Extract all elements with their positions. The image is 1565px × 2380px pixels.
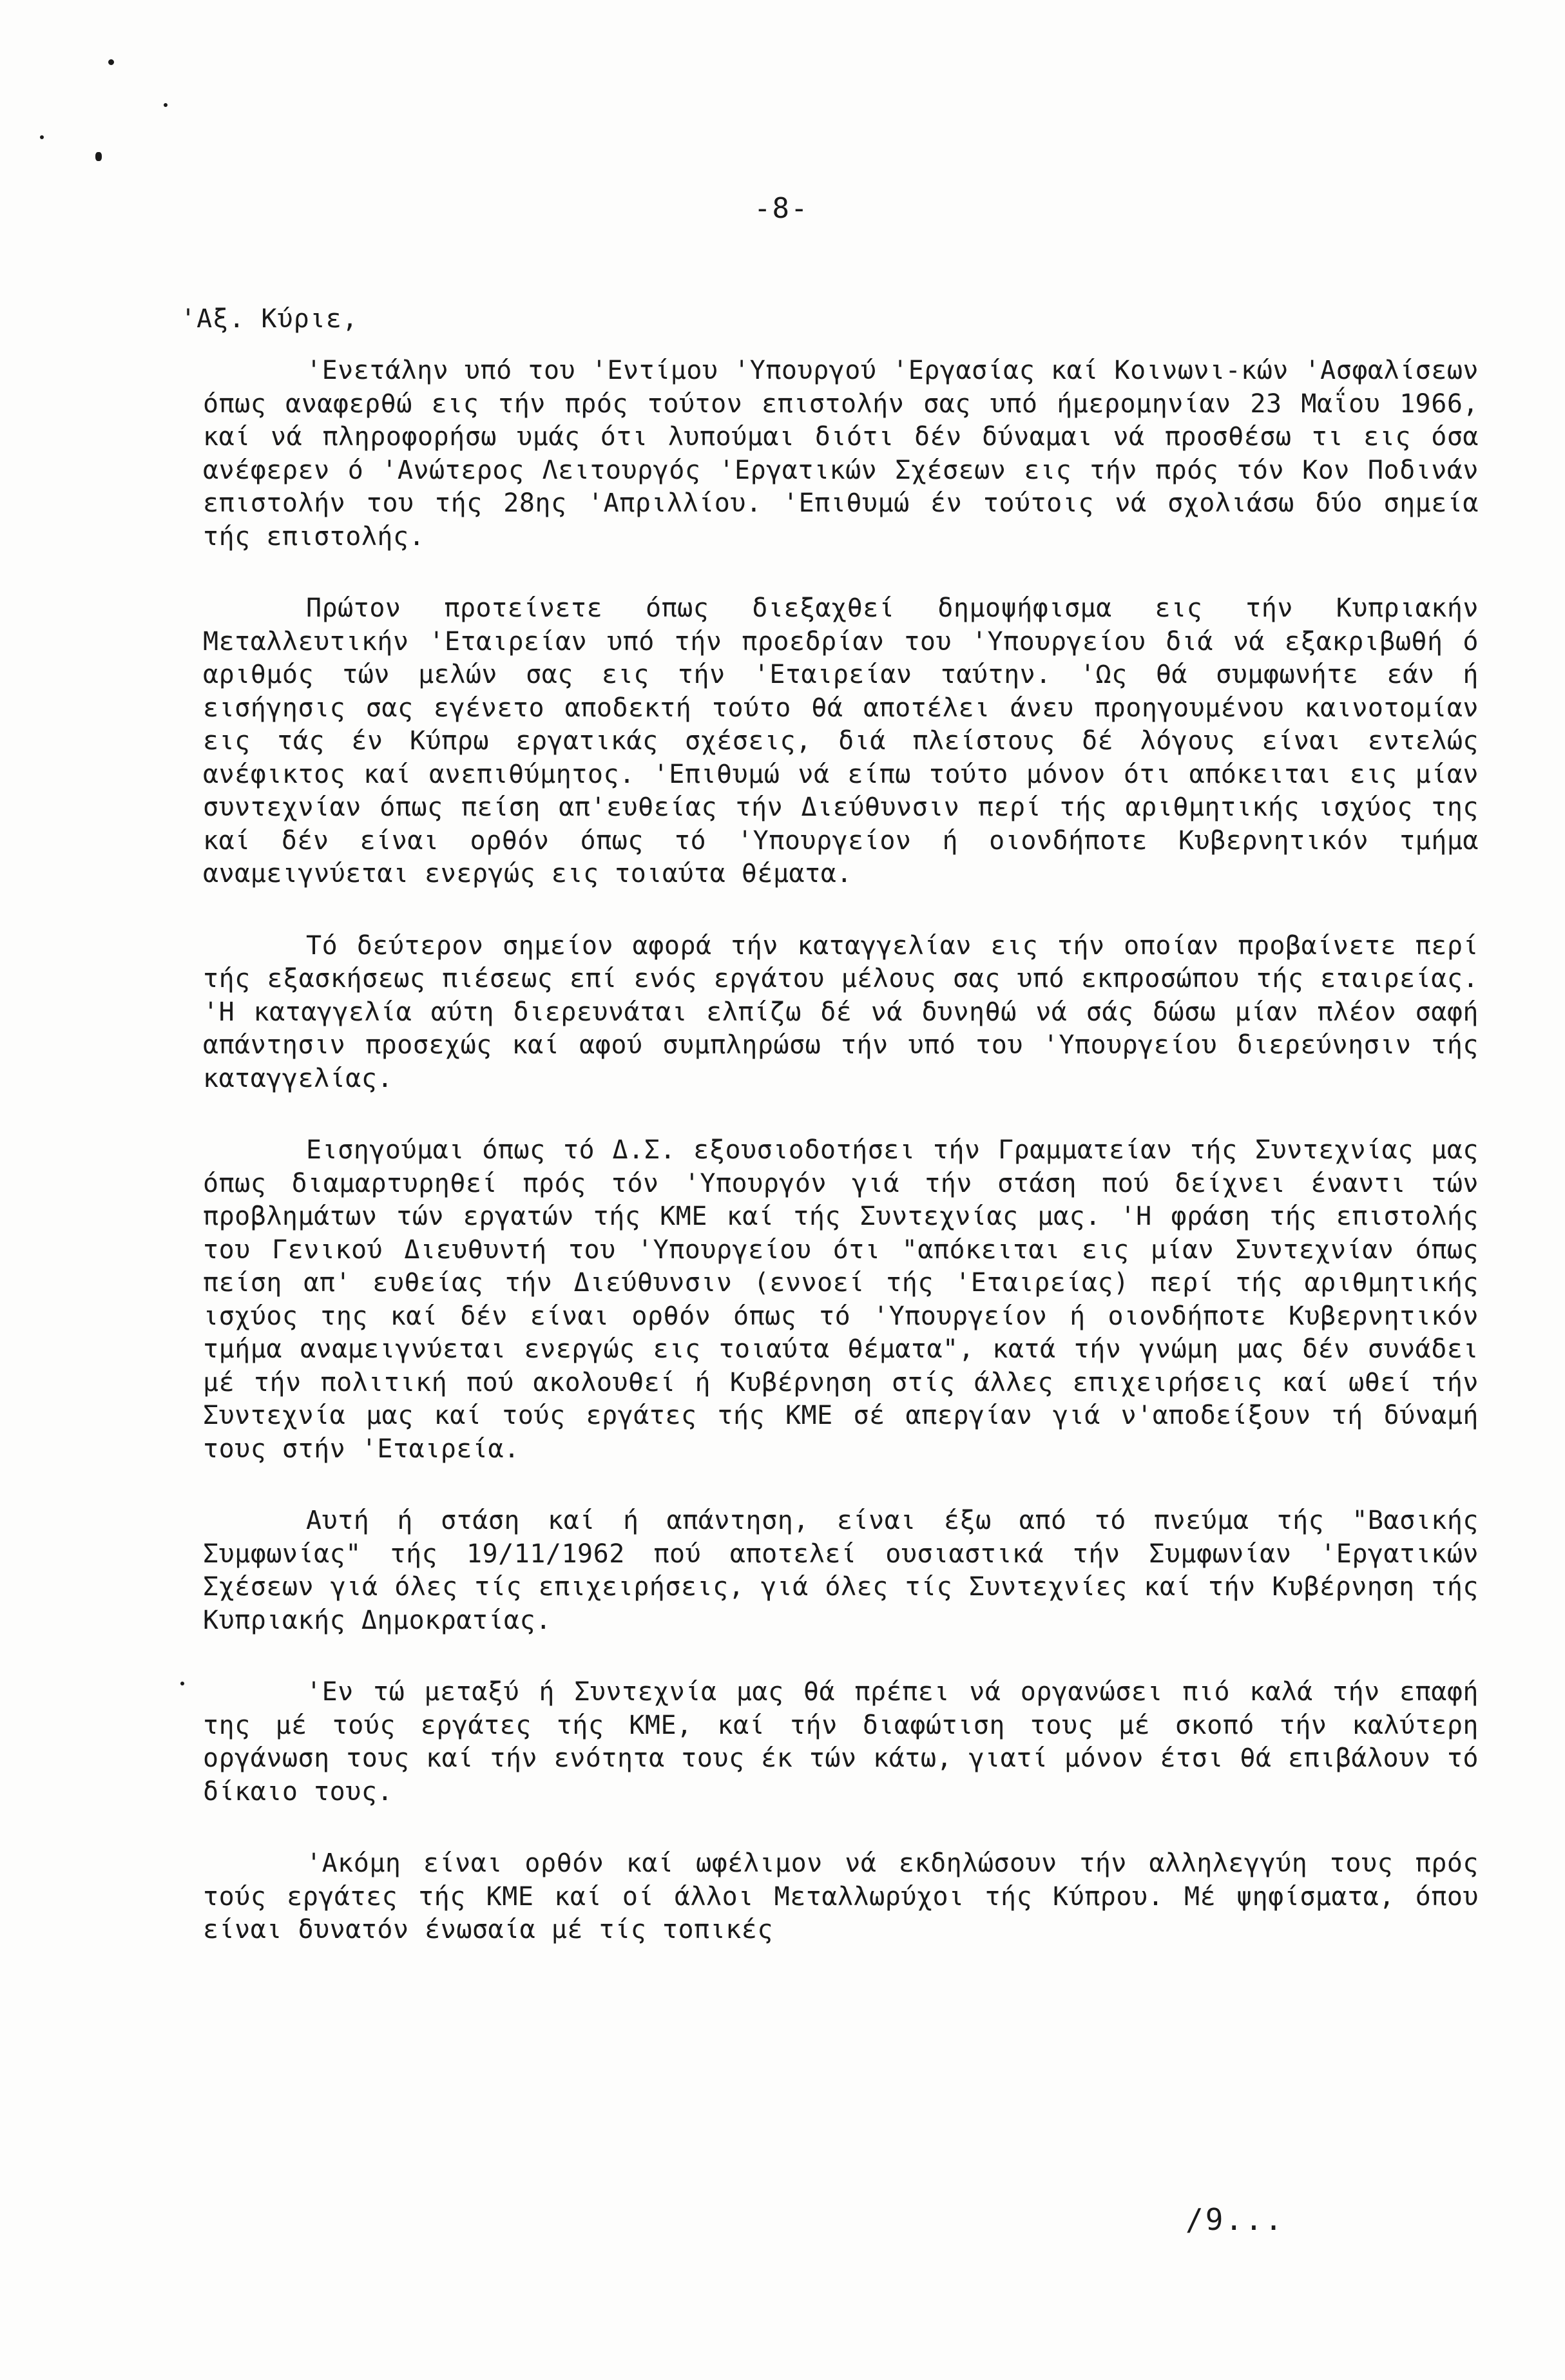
- paragraph-7: 'Ακόμη είναι ορθόν καί ωφέλιμον νά εκδηλώσουν τήν αλληλεγγύη τους πρός τούς εργάτες τής ΚΜΕ καί οί άλλοι Μεταλλωρύχοι τής Κύπρου. Μέ ψηφίσματα, όπου είναι δυνατόν ένωσαία μέ τίς τοπικές: [203, 1848, 1479, 1944]
- paragraph-5: Αυτή ή στάση καί ή απάντηση, είναι έξω από τό πνεύμα τής "Βασικής Συμφωνίας" τής 19/11/1962 πού αποτελεί ουσιαστικά τήν Συμφωνίαν 'Εργατικών Σχέσεων γιά όλες τίς επιχειρήσεις, γιά όλες τίς Συντεχνίες καί τήν Κυβέρνηση τής Κυπριακής Δημοκρατίας.: [203, 1506, 1479, 1635]
- ink-speck: [40, 135, 44, 139]
- paragraph-4: Εισηγούμαι όπως τό Δ.Σ. εξουσιοδοτήσει τήν Γραμματείαν τής Συντεχνίας μας όπως διαμαρτυρηθεί πρός τόν 'Υπουργόν γιά τήν στάση πού δείχνει έναντι τών προβλημάτων τών εργατών τής ΚΜΕ καί τής Συντεχνίας μας. 'Η φράση τής επιστολής του Γενικού Διευθυντή του 'Υπουργείου ότι "απόκειται εις μίαν Συντεχνίαν όπως πείση απ' ευθείας τήν Διεύθυνσιν (εννοεί τής 'Εταιρείας) περί τής αριθμητικής ισχύος της καί δέν είναι ορθόν όπως τό 'Υπουργείον ή οιονδήποτε Κυβερνητικόν τμήμα αναμειγνύεται ενεργώς εις τοιαύτα θέματα", κατά τήν γνώμη μας δέν συνάδει μέ τήν πολιτική πού ακολουθεί ή Κυβέρνηση στίς άλλες επιχειρήσεις καί ωθεί τήν Συντεχνία μας καί τούς εργάτες τής ΚΜΕ σέ απεργίαν γιά ν'αποδείξουν τή δύναμή τους στήν 'Εταιρεία.: [203, 1135, 1479, 1464]
- ink-speck: [180, 1682, 184, 1685]
- ink-speck: [95, 152, 102, 161]
- page-turn-marker: /9...: [1186, 2202, 1285, 2237]
- paragraph-6: 'Εν τώ μεταξύ ή Συντεχνία μας θά πρέπει νά οργανώσει πιό καλά τήν επαφή της μέ τούς εργάτες τής ΚΜΕ, καί τήν διαφώτιση τους μέ σκοπό τήν καλύτερη οργάνωση τους καί τήν ενότητα τους έκ τών κάτω, γιατί μόνον έτσι θά επιβάλουν τό δίκαιο τους.: [203, 1677, 1479, 1807]
- paragraph-1: 'Ενετάλην υπό του 'Εντίμου 'Υπουργού 'Εργασίας καί Κοινωνι-κών 'Ασφαλίσεων όπως αναφερθώ εις τήν πρός τούτον επιστολήν σας υπό ήμερομηνίαν 23 Μαΐου 1966, καί νά πληροφορήσω υμάς ότι λυπούμαι διότι δέν δύναμαι νά προσθέσω τι εις όσα ανέφερεν ό 'Ανώτερος Λειτουργός 'Εργατικών Σχέσεων εις τήν πρός τόν Κον Ποδινάν επιστολήν του τής 28ης 'Απριλλίου. 'Επιθυμώ έν τούτοις νά σχολιάσω δύο σημεία τής επιστολής.: [203, 356, 1479, 552]
- letter-body: [203, 354, 1479, 1986]
- ink-speck: [108, 59, 114, 65]
- page-number: -8-: [754, 192, 809, 225]
- paragraph-3: Τό δεύτερον σημείον αφορά τήν καταγγελίαν εις τήν οποίαν προβαίνετε περί τής εξασκήσεως πιέσεως επί ενός εργάτου μέλους σας υπό εκπροσώπου τής εταιρείας. 'Η καταγγελία αύτη διερευνάται ελπίζω δέ νά δυνηθώ νά σάς δώσω μίαν πλέον σαφή απάντησιν προσεχώς καί αφού συμπληρώσω τήν υπό του 'Υπουργείου διερεύνησιν τής καταγγελίας.: [203, 930, 1479, 1093]
- paragraph-2: Πρώτον προτείνετε όπως διεξαχθεί δημοψήφισμα εις τήν Κυπριακήν Μεταλλευτικήν 'Εταιρείαν υπό τήν προεδρίαν του 'Υπουργείου διά νά εξακριβωθή ό αριθμός τών μελών σας εις τήν 'Εταιρείαν ταύτην. 'Ως θά συμφωνήτε εάν ή εισήγησις σας εγένετο αποδεκτή τούτο θά αποτέλει άνευ προηγουμένου καινοτομίαν εις τάς έν Κύπρω εργατικάς σχέσεις, διά πλείστους δέ λόγους είναι εντελώς ανέφικτος καί ανεπιθύμητος. 'Επιθυμώ νά είπω τούτο μόνον ότι απόκειται εις μίαν συντεχνίαν όπως πείση απ'ευθείας τήν Διεύθυνσιν περί τής αριθμητικής ισχύος της καί δέν είναι ορθόν όπως τό 'Υπουργείον ή οιονδήποτε Κυβερνητικόν τμήμα αναμειγνύεται ενεργώς εις τοιαύτα θέματα.: [203, 593, 1479, 888]
- ink-speck: [164, 103, 168, 107]
- salutation: 'Αξ. Κύριε,: [180, 304, 358, 334]
